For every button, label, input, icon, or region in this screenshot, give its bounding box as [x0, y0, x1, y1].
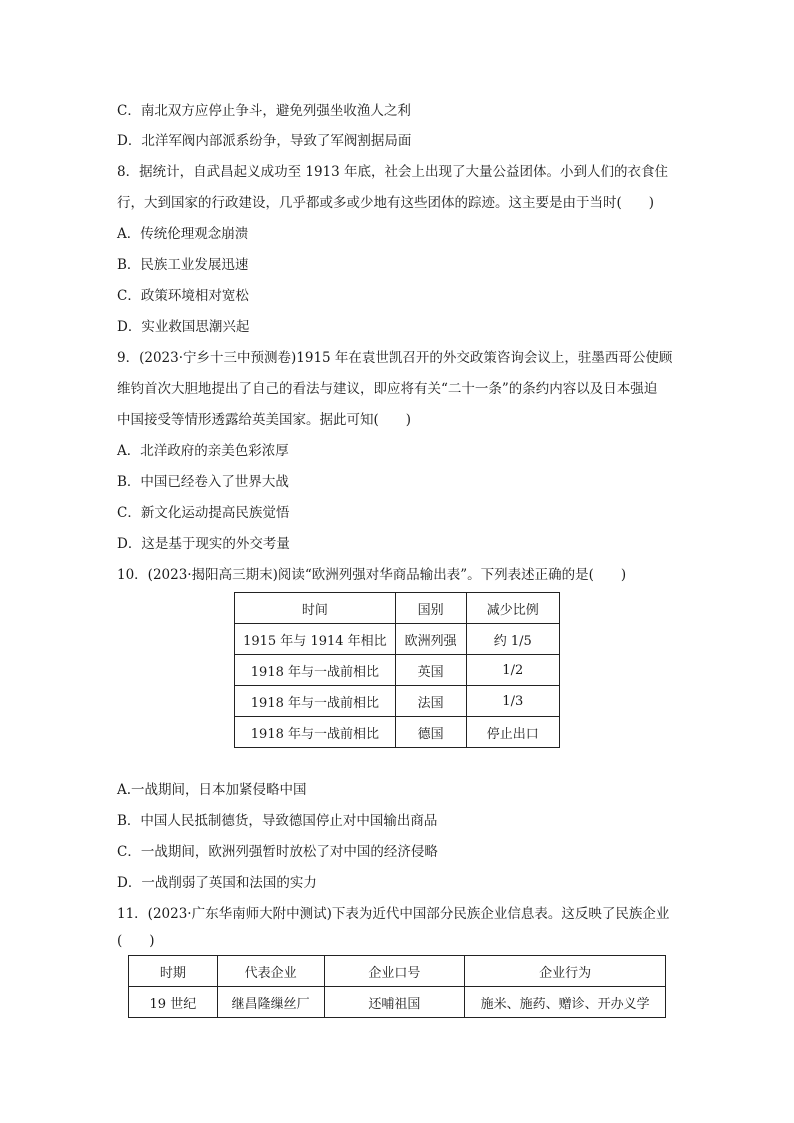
- table-cell: 19 世纪: [129, 987, 218, 1018]
- table-header-cell: 企业行为: [465, 956, 666, 987]
- q9-stem-line1: 9．(2023·宁乡十三中预测卷)1915 年在袁世凯召开的外交政策咨询会议上，驻墨西哥公使顾: [117, 350, 673, 366]
- q7-option-c: C．南北双方应停止争斗，避免列强坐收渔人之利: [117, 103, 411, 119]
- table-header-cell: 企业口号: [324, 956, 465, 987]
- table-cell: 约 1/5: [466, 624, 559, 655]
- table-header-row: [129, 956, 666, 987]
- table-cell: 施米、施药、赠诊、开办义学: [465, 987, 666, 1018]
- table-row: [235, 655, 560, 686]
- q9-stem-line3: 中国接受等情形透露给英美国家。据此可知( ): [117, 412, 412, 428]
- table-cell: 1/2: [466, 655, 559, 686]
- q8-option-d: D．实业救国思潮兴起: [117, 319, 250, 335]
- q7-option-d: D．北洋军阀内部派系纷争，导致了军阀割据局面: [117, 133, 412, 149]
- q11-stem-line1: 11．(2023·广东华南师大附中测试)下表为近代中国部分民族企业信息表。这反映了民族企业: [117, 906, 670, 922]
- q8-option-c: C．政策环境相对宽松: [117, 288, 249, 304]
- table-cell: 1918 年与一战前相比: [235, 686, 396, 717]
- table-cell: 继昌隆缫丝厂: [217, 987, 324, 1018]
- table-header-cell: 时间: [235, 593, 396, 624]
- q9-stem-line2: 维钧首次大胆地提出了自己的看法与建议，即应将有关“二十一条”的条约内容以及日本强迫: [117, 381, 658, 397]
- table-row: [235, 686, 560, 717]
- table-row: [129, 987, 666, 1018]
- table-cell: 1/3: [466, 686, 559, 717]
- q9-option-d: D．这是基于现实的外交考量: [117, 536, 290, 552]
- table-cell: 还哺祖国: [324, 987, 465, 1018]
- q11-stem-line2: ( ): [117, 933, 155, 949]
- q10-option-a: A.一战期间，日本加紧侵略中国: [117, 782, 307, 798]
- table-header-cell: 减少比例: [466, 593, 559, 624]
- enterprise-info-table: [128, 955, 666, 1018]
- table-cell: 德国: [395, 717, 466, 748]
- q10-option-b: B．中国人民抵制德货，导致德国停止对中国输出商品: [117, 813, 438, 829]
- q8-option-a: A．传统伦理观念崩溃: [117, 226, 249, 242]
- table-cell: 1918 年与一战前相比: [235, 717, 396, 748]
- table-cell: 1918 年与一战前相比: [235, 655, 396, 686]
- q10-stem: 10．(2023·揭阳高三期末)阅读“欧洲列强对华商品输出表”。下列表述正确的是( ): [117, 567, 627, 583]
- q10-option-d: D．一战削弱了英国和法国的实力: [117, 875, 317, 891]
- table-cell: 1915 年与 1914 年相比: [235, 624, 396, 655]
- q8-option-b: B．民族工业发展迅速: [117, 257, 249, 273]
- table-cell: 法国: [395, 686, 466, 717]
- table-cell: 停止出口: [466, 717, 559, 748]
- table-cell: 欧洲列强: [395, 624, 466, 655]
- table-header-cell: 时期: [129, 956, 218, 987]
- table-header-cell: 代表企业: [217, 956, 324, 987]
- table-row: [235, 717, 560, 748]
- table-header-cell: 国别: [395, 593, 466, 624]
- table-header-row: [235, 593, 560, 624]
- q8-stem-line2: 行，大到国家的行政建设，几乎都或多或少地有这些团体的踪迹。这主要是由于当时( ): [117, 195, 655, 211]
- export-reduction-table: [234, 592, 560, 748]
- q10-option-c: C．一战期间，欧洲列强暂时放松了对中国的经济侵略: [117, 844, 438, 860]
- q9-option-a: A．北洋政府的亲美色彩浓厚: [117, 443, 289, 459]
- q8-stem-line1: 8．据统计，自武昌起义成功至 1913 年底，社会上出现了大量公益团体。小到人们的衣食住: [117, 164, 669, 180]
- table-cell: 英国: [395, 655, 466, 686]
- q9-option-c: C．新文化运动提高民族觉悟: [117, 505, 290, 521]
- table-row: [235, 624, 560, 655]
- q9-option-b: B．中国已经卷入了世界大战: [117, 474, 289, 490]
